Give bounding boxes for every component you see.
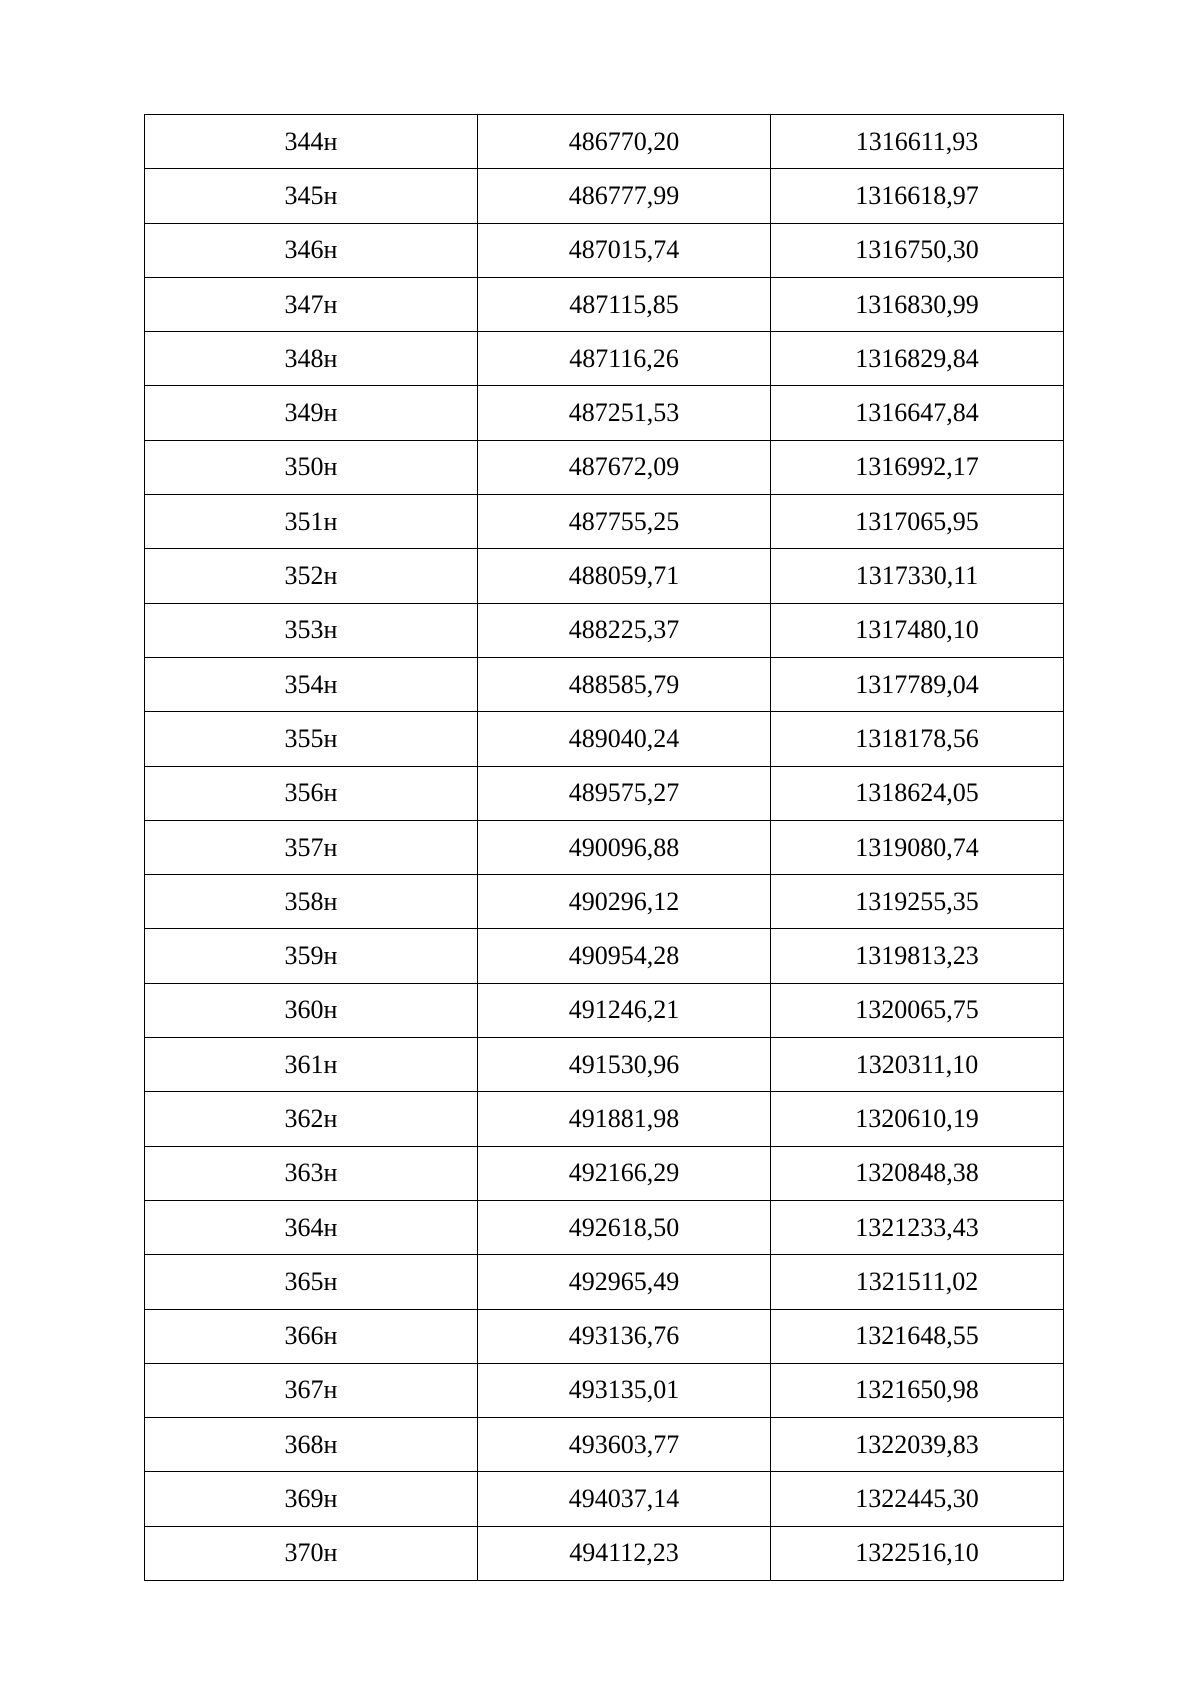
x-coordinate-cell: 493135,01: [478, 1363, 771, 1417]
point-number-cell: 358н: [145, 875, 478, 929]
point-number-cell: 356н: [145, 766, 478, 820]
x-coordinate-cell: 488225,37: [478, 603, 771, 657]
point-number-cell: 345н: [145, 169, 478, 223]
y-coordinate-cell: 1322445,30: [771, 1472, 1064, 1526]
table-row: [145, 712, 1064, 766]
point-number-cell: 364н: [145, 1200, 478, 1254]
y-coordinate-cell: 1319255,35: [771, 875, 1064, 929]
point-number-cell: 351н: [145, 495, 478, 549]
y-coordinate-cell: 1321511,02: [771, 1255, 1064, 1309]
x-coordinate-cell: 487672,09: [478, 440, 771, 494]
x-coordinate-cell: 492618,50: [478, 1200, 771, 1254]
x-coordinate-cell: 490954,28: [478, 929, 771, 983]
table-row: [145, 820, 1064, 874]
x-coordinate-cell: 494112,23: [478, 1526, 771, 1580]
table-row: [145, 657, 1064, 711]
y-coordinate-cell: 1319813,23: [771, 929, 1064, 983]
table-row: [145, 277, 1064, 331]
point-number-cell: 361н: [145, 1038, 478, 1092]
y-coordinate-cell: 1321648,55: [771, 1309, 1064, 1363]
x-coordinate-cell: 494037,14: [478, 1472, 771, 1526]
x-coordinate-cell: 487115,85: [478, 277, 771, 331]
y-coordinate-cell: 1316830,99: [771, 277, 1064, 331]
point-number-cell: 362н: [145, 1092, 478, 1146]
x-coordinate-cell: 488059,71: [478, 549, 771, 603]
table-row: [145, 1472, 1064, 1526]
point-number-cell: 366н: [145, 1309, 478, 1363]
y-coordinate-cell: 1321233,43: [771, 1200, 1064, 1254]
coordinates-table-body: [145, 115, 1064, 1581]
point-number-cell: 347н: [145, 277, 478, 331]
x-coordinate-cell: 491530,96: [478, 1038, 771, 1092]
y-coordinate-cell: 1322516,10: [771, 1526, 1064, 1580]
x-coordinate-cell: 493136,76: [478, 1309, 771, 1363]
table-row: [145, 495, 1064, 549]
table-row: [145, 603, 1064, 657]
x-coordinate-cell: 486777,99: [478, 169, 771, 223]
table-row: [145, 1418, 1064, 1472]
x-coordinate-cell: 487116,26: [478, 332, 771, 386]
x-coordinate-cell: 493603,77: [478, 1418, 771, 1472]
x-coordinate-cell: 492166,29: [478, 1146, 771, 1200]
table-row: [145, 223, 1064, 277]
y-coordinate-cell: 1318624,05: [771, 766, 1064, 820]
y-coordinate-cell: 1317789,04: [771, 657, 1064, 711]
y-coordinate-cell: 1318178,56: [771, 712, 1064, 766]
x-coordinate-cell: 487755,25: [478, 495, 771, 549]
point-number-cell: 360н: [145, 983, 478, 1037]
y-coordinate-cell: 1322039,83: [771, 1418, 1064, 1472]
point-number-cell: 363н: [145, 1146, 478, 1200]
x-coordinate-cell: 490296,12: [478, 875, 771, 929]
point-number-cell: 355н: [145, 712, 478, 766]
point-number-cell: 370н: [145, 1526, 478, 1580]
table-row: [145, 766, 1064, 820]
table-row: [145, 875, 1064, 929]
table-row: [145, 169, 1064, 223]
y-coordinate-cell: 1316750,30: [771, 223, 1064, 277]
x-coordinate-cell: 489575,27: [478, 766, 771, 820]
table-row: [145, 1146, 1064, 1200]
x-coordinate-cell: 487015,74: [478, 223, 771, 277]
y-coordinate-cell: 1320065,75: [771, 983, 1064, 1037]
y-coordinate-cell: 1320848,38: [771, 1146, 1064, 1200]
table-row: [145, 440, 1064, 494]
x-coordinate-cell: 492965,49: [478, 1255, 771, 1309]
y-coordinate-cell: 1316829,84: [771, 332, 1064, 386]
y-coordinate-cell: 1316611,93: [771, 115, 1064, 169]
table-row: [145, 1526, 1064, 1580]
point-number-cell: 369н: [145, 1472, 478, 1526]
y-coordinate-cell: 1321650,98: [771, 1363, 1064, 1417]
point-number-cell: 365н: [145, 1255, 478, 1309]
table-row: [145, 386, 1064, 440]
point-number-cell: 353н: [145, 603, 478, 657]
y-coordinate-cell: 1316992,17: [771, 440, 1064, 494]
point-number-cell: 346н: [145, 223, 478, 277]
table-row: [145, 929, 1064, 983]
x-coordinate-cell: 490096,88: [478, 820, 771, 874]
point-number-cell: 359н: [145, 929, 478, 983]
point-number-cell: 344н: [145, 115, 478, 169]
table-row: [145, 1309, 1064, 1363]
table-row: [145, 1363, 1064, 1417]
table-row: [145, 115, 1064, 169]
x-coordinate-cell: 488585,79: [478, 657, 771, 711]
table-row: [145, 1092, 1064, 1146]
point-number-cell: 354н: [145, 657, 478, 711]
point-number-cell: 349н: [145, 386, 478, 440]
y-coordinate-cell: 1316618,97: [771, 169, 1064, 223]
y-coordinate-cell: 1317330,11: [771, 549, 1064, 603]
y-coordinate-cell: 1316647,84: [771, 386, 1064, 440]
point-number-cell: 350н: [145, 440, 478, 494]
point-number-cell: 348н: [145, 332, 478, 386]
table-row: [145, 1200, 1064, 1254]
table-row: [145, 1255, 1064, 1309]
x-coordinate-cell: 487251,53: [478, 386, 771, 440]
point-number-cell: 352н: [145, 549, 478, 603]
coordinates-table: [144, 114, 1064, 1581]
point-number-cell: 368н: [145, 1418, 478, 1472]
y-coordinate-cell: 1320311,10: [771, 1038, 1064, 1092]
table-row: [145, 549, 1064, 603]
x-coordinate-cell: 486770,20: [478, 115, 771, 169]
y-coordinate-cell: 1319080,74: [771, 820, 1064, 874]
table-row: [145, 332, 1064, 386]
x-coordinate-cell: 489040,24: [478, 712, 771, 766]
y-coordinate-cell: 1317065,95: [771, 495, 1064, 549]
table-row: [145, 1038, 1064, 1092]
y-coordinate-cell: 1320610,19: [771, 1092, 1064, 1146]
point-number-cell: 367н: [145, 1363, 478, 1417]
y-coordinate-cell: 1317480,10: [771, 603, 1064, 657]
x-coordinate-cell: 491246,21: [478, 983, 771, 1037]
point-number-cell: 357н: [145, 820, 478, 874]
table-row: [145, 983, 1064, 1037]
x-coordinate-cell: 491881,98: [478, 1092, 771, 1146]
